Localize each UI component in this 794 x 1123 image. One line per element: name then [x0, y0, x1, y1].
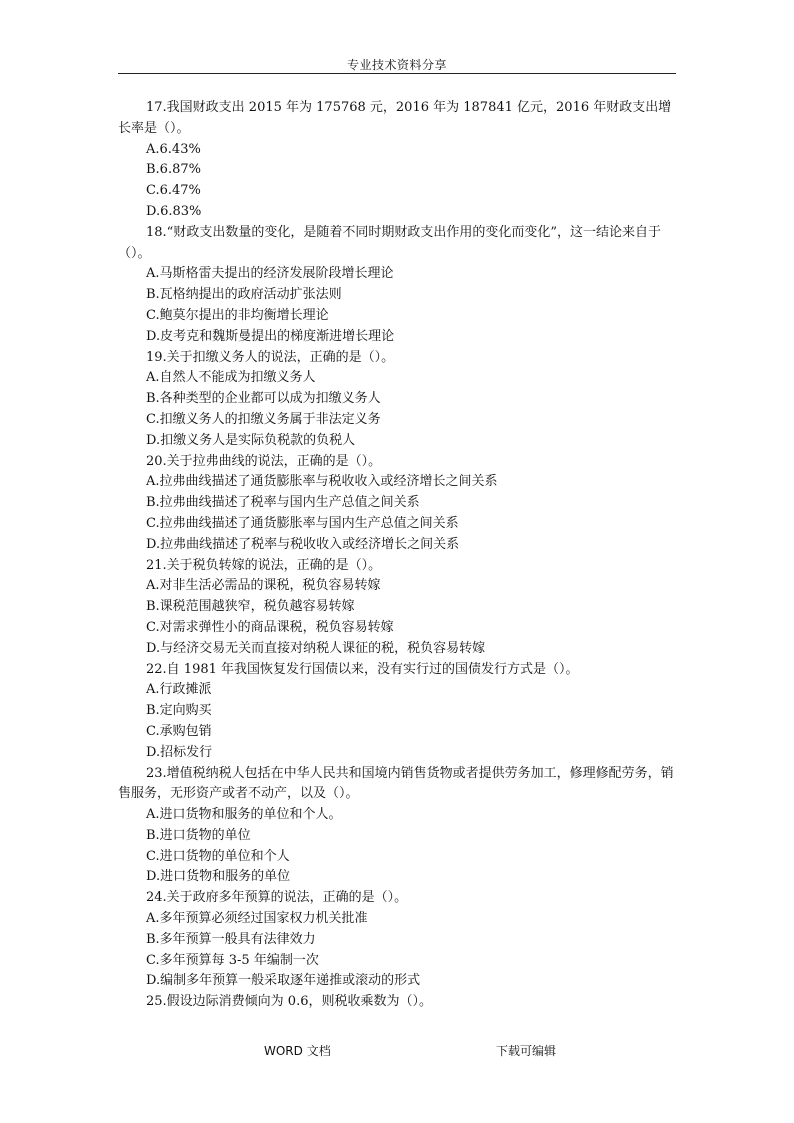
header-rule	[118, 73, 676, 74]
answer-option: A.进口货物和服务的单位和个人。	[146, 807, 342, 823]
answer-option: D.6.83%	[146, 203, 202, 219]
answer-option: C.多年预算每 3-5 年编制一次	[146, 952, 319, 968]
answer-option: D.与经济交易无关而直接对纳税人课征的税，税负容易转嫁	[146, 640, 486, 656]
question-text: 17.我国财政支出 2015 年为 175768 元，2016 年为 187841 亿元，2016 年财政支出增长率是（）。	[118, 100, 672, 136]
question-text: 19.关于扣缴义务人的说法，正确的是（）。	[146, 349, 395, 365]
answer-option: B.定向购买	[146, 703, 212, 719]
answer-option: B.拉弗曲线描述了税率与国内生产总值之间关系	[146, 495, 420, 511]
footer-right: 下载可编辑	[496, 1044, 557, 1058]
answer-option: A.马斯格雷夫提出的经济发展阶段增长理论	[146, 266, 394, 282]
answer-option: D.进口货物和服务的单位	[146, 869, 291, 885]
answer-option: B.进口货物的单位	[146, 827, 251, 843]
footer-left: WORD 文档	[264, 1044, 331, 1058]
answer-option: D.拉弗曲线描述了税率与税收收入或经济增长之间关系	[146, 536, 460, 552]
answer-option: A.拉弗曲线描述了通货膨胀率与税收收入或经济增长之间关系	[146, 474, 498, 490]
answer-option: C.拉弗曲线描述了通货膨胀率与国内生产总值之间关系	[146, 515, 459, 531]
page-header: 专业技术资料分享	[346, 58, 447, 72]
answer-option: B.各种类型的企业都可以成为扣缴义务人	[146, 391, 381, 407]
answer-option: C.扣缴义务人的扣缴义务属于非法定义务	[146, 411, 381, 427]
answer-option: C.鲍莫尔提出的非均衡增长理论	[146, 307, 329, 323]
answer-option: A.对非生活必需品的课税，税负容易转嫁	[146, 578, 381, 594]
answer-option: C.对需求弹性小的商品课税，税负容易转嫁	[146, 619, 394, 635]
answer-option: D.招标发行	[146, 744, 213, 760]
answer-option: A.6.43%	[146, 141, 201, 157]
answer-option: C.承购包销	[146, 723, 212, 739]
answer-option: C.6.47%	[146, 183, 201, 199]
answer-option: C.进口货物的单位和个人	[146, 848, 290, 864]
question-text: 22.自 1981 年我国恢复发行国债以来，没有实行过的国债发行方式是（）。	[146, 661, 579, 677]
question-text: 25.假设边际消费倾向为 0.6，则税收乘数为（）。	[146, 994, 432, 1010]
answer-option: D.皮考克和魏斯曼提出的梯度渐进增长理论	[146, 328, 395, 344]
answer-option: D.扣缴义务人是实际负税款的负税人	[146, 432, 356, 448]
answer-option: A.多年预算必须经过国家权力机关批准	[146, 911, 368, 927]
answer-option: D.编制多年预算一般采取逐年递推或滚动的形式	[146, 973, 421, 989]
answer-option: A.自然人不能成为扣缴义务人	[146, 370, 316, 386]
answer-option: B.课税范围越狭窄，税负越容易转嫁	[146, 599, 355, 615]
answer-option: A.行政摊派	[146, 682, 212, 698]
question-list	[118, 98, 678, 1013]
question-text: 24.关于政府多年预算的说法，正确的是（）。	[146, 890, 408, 906]
answer-option: B.多年预算一般具有法律效力	[146, 931, 316, 947]
answer-option: B.6.87%	[146, 162, 201, 178]
question-text: 23.增值税纳税人包括在中华人民共和国境内销售货物或者提供劳务加工，修理修配劳务，销售服务，无形资产或者不动产，以及（）。	[118, 765, 674, 802]
question-text: 18.“财政支出数量的变化，是随着不同时期财政支出作用的变化而变化”，这一结论来自于（）。	[118, 224, 661, 261]
question-text: 20.关于拉弗曲线的说法，正确的是（）。	[146, 453, 382, 469]
answer-option: B.瓦格纳提出的政府活动扩张法则	[146, 287, 342, 303]
question-text: 21.关于税负转嫁的说法，正确的是（）。	[146, 557, 382, 573]
